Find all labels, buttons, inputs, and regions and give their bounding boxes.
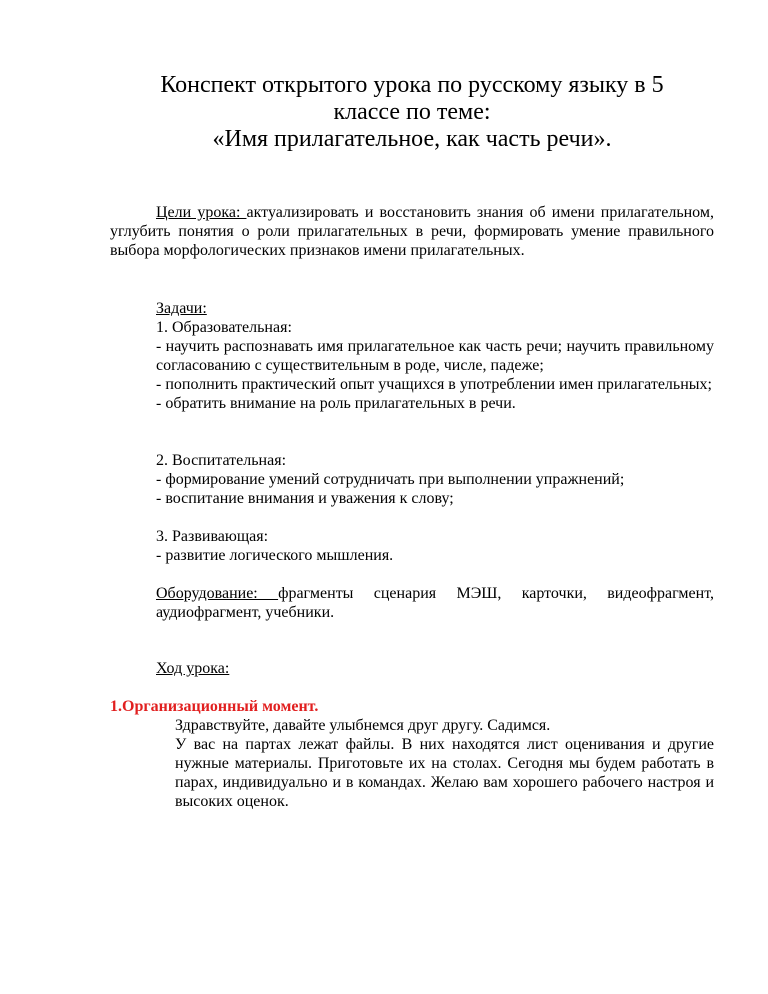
goals-label: Цели урока:: [156, 204, 247, 221]
lesson-goals: [110, 203, 714, 260]
task-3-title: 3. Развивающая:: [156, 528, 269, 545]
task-3: [156, 527, 714, 565]
section-1-heading: 1.Организационный момент.: [110, 698, 319, 715]
equipment: [156, 584, 714, 622]
tasks-label: Задачи:: [156, 300, 207, 317]
task-2-text-1: - формирование умений сотрудничать при выполнении упражнений;: [156, 471, 625, 488]
title-line-3: «Имя прилагательное, как часть речи».: [212, 126, 612, 152]
title-line-2: классе по теме:: [333, 99, 491, 125]
title-line-1: Конспект открытого урока по русскому языку в 5: [160, 72, 664, 98]
page-title: [110, 72, 714, 153]
lesson-progress-label: Ход урока:: [156, 660, 230, 677]
equipment-text: фрагменты сценария МЭШ, карточки, видеофрагмент, аудиофрагмент, учебники.: [156, 585, 715, 621]
section-1-text: У вас на партах лежат файлы. В них находятся лист оценивания и другие нужные материалы. Приготовьте их на столах. Сегодня мы будем работать в парах, индивидуально и в командах. Желаю вам хорошего рабочего настроя и высоких оценок.: [175, 736, 714, 810]
goals-text: актуализировать и восстановить знания об имени прилагательном, углубить понятия о роли прилагательных в речи, формировать умение правильного выбора морфологических признаков имени прилагательных.: [110, 204, 714, 259]
lesson-progress: [156, 659, 714, 678]
task-2-title: 2. Воспитательная:: [156, 452, 287, 469]
task-2: [156, 451, 714, 508]
section-1-greeting: Здравствуйте, давайте улыбнемся друг другу. Садимся.: [175, 717, 551, 734]
task-1-text-3: - обратить внимание на роль прилагательных в речи.: [156, 395, 516, 412]
task-3-text-1: - развитие логического мышления.: [156, 547, 394, 564]
task-1-text-1: - научить распознавать имя прилагательное как часть речи; научить правильному согласованию с существительным в роде, числе, падеже;: [156, 338, 714, 374]
task-1-text-2: - пополнить практический опыт учащихся в употреблении имен прилагательных;: [156, 376, 712, 393]
lesson-tasks: [156, 299, 714, 413]
equipment-label: Оборудование:: [156, 585, 279, 602]
task-2-text-2: - воспитание внимания и уважения к слову;: [156, 490, 454, 507]
task-1-title: 1. Образовательная:: [156, 319, 292, 336]
